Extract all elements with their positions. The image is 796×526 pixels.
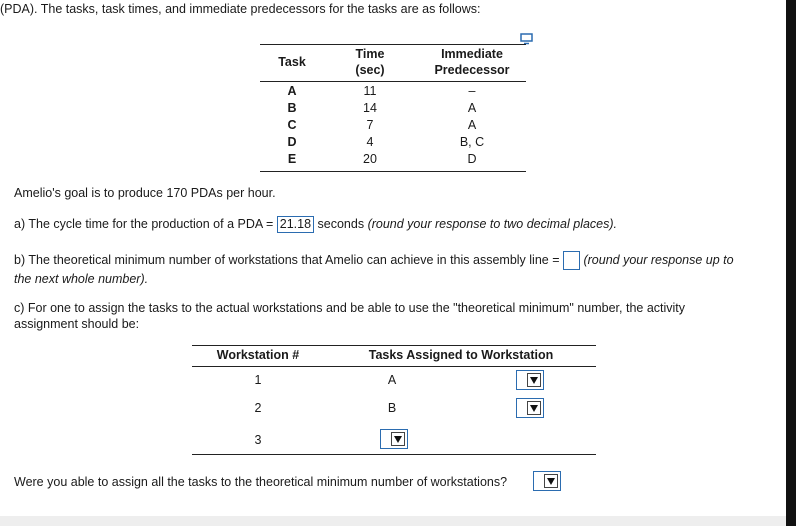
intro-text: (PDA). The tasks, task times, and immediate predecessors for the tasks are as follows: xyxy=(0,2,481,16)
task-cell: E xyxy=(287,152,297,166)
dropdown-arrow-icon xyxy=(394,436,402,443)
time-cell: 4 xyxy=(366,135,374,149)
task-dropdown[interactable] xyxy=(380,429,408,449)
predecessor-cell: D xyxy=(467,152,477,166)
part-b xyxy=(14,251,734,270)
task-cell: A xyxy=(287,84,297,98)
predecessor-cell: – xyxy=(468,84,476,98)
task-cell: D xyxy=(287,135,297,149)
predecessor-cell: A xyxy=(467,101,477,115)
task-cell: C xyxy=(287,118,297,132)
header-tasks-assigned: Tasks Assigned to Workstation xyxy=(368,348,554,362)
header-time: Time xyxy=(355,47,385,61)
workstation-number: 3 xyxy=(254,433,262,447)
header-predecessor-2: Predecessor xyxy=(434,63,510,77)
part-a-note: (round your response to two decimal places). xyxy=(367,216,618,231)
task-cell: B xyxy=(287,101,297,115)
task-dropdown[interactable] xyxy=(516,370,544,390)
workstation-number: 2 xyxy=(254,401,262,415)
cycle-time-input[interactable]: 21.18 xyxy=(277,216,314,233)
dropdown-arrow-icon xyxy=(547,478,555,485)
workstation-number: 1 xyxy=(254,373,262,387)
footer-bar xyxy=(0,516,786,526)
goal-text: Amelio's goal is to produce 170 PDAs per hour. xyxy=(14,186,276,200)
predecessor-cell: B, C xyxy=(459,135,485,149)
part-a xyxy=(14,216,617,233)
assigned-task: B xyxy=(387,401,397,415)
right-edge-strip xyxy=(786,0,796,526)
part-a-prefix: a) The cycle time for the production of a PDA = xyxy=(14,216,274,231)
header-time-unit: (sec) xyxy=(355,63,385,77)
workstation-table xyxy=(192,345,596,455)
dropdown-arrow-icon xyxy=(530,377,538,384)
part-c-line-1: c) For one to assign the tasks to the actual workstations and be able to use the "theoretical minimum" number, the activity xyxy=(14,301,686,315)
assigned-task: A xyxy=(387,373,397,387)
answer-dropdown[interactable] xyxy=(533,471,561,491)
task-table xyxy=(260,44,526,172)
time-cell: 11 xyxy=(363,84,377,98)
part-c-line-2: assignment should be: xyxy=(14,317,140,331)
part-b-note: (round your response up to xyxy=(583,252,734,267)
time-cell: 7 xyxy=(366,118,374,132)
predecessor-cell: A xyxy=(467,118,477,132)
part-b-prefix: b) The theoretical minimum number of workstations that Amelio can achieve in this assembly line = xyxy=(14,252,560,267)
task-dropdown[interactable] xyxy=(516,398,544,418)
header-task: Task xyxy=(278,55,306,69)
time-cell: 14 xyxy=(363,101,377,115)
header-workstation: Workstation # xyxy=(216,348,300,362)
final-question: Were you able to assign all the tasks to the theoretical minimum number of workstations? xyxy=(14,475,508,489)
part-b-note-2: the next whole number). xyxy=(14,272,149,286)
header-predecessor: Immediate xyxy=(441,47,503,61)
min-workstations-input[interactable] xyxy=(563,251,580,270)
dropdown-arrow-icon xyxy=(530,405,538,412)
part-a-suffix: seconds xyxy=(317,216,365,231)
time-cell: 20 xyxy=(363,152,377,166)
